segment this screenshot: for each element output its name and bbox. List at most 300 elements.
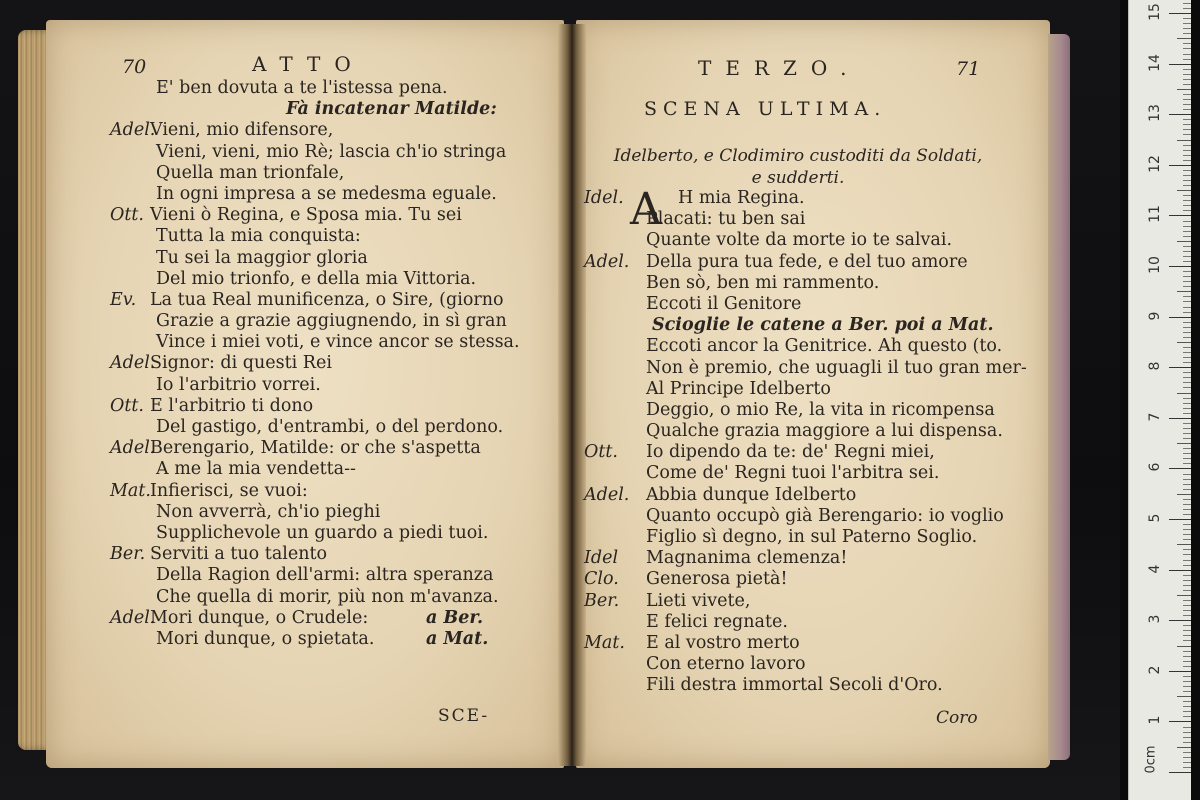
text-line: [584, 569, 1024, 590]
book-gutter: [558, 24, 586, 766]
ruler-tick: [1183, 433, 1191, 434]
ruler-tick: [1169, 317, 1191, 318]
verse-text: Qualche grazia maggiore a lui dispensa.: [646, 421, 1003, 442]
ruler-tick: [1183, 134, 1191, 135]
ruler-tick: [1177, 140, 1191, 141]
text-line: [584, 463, 1024, 484]
right-folio: 71: [956, 58, 981, 80]
text-line: [584, 294, 1024, 315]
verse-text: Della Ragion dell'armi: altra speranza: [156, 565, 494, 586]
text-line: [584, 485, 1024, 506]
ruler-tick: [1177, 696, 1191, 697]
verse-text: Ben sò, ben mi rammento.: [646, 272, 880, 293]
ruler-tick: [1183, 524, 1191, 525]
text-line: [110, 438, 550, 459]
text-line: [584, 654, 1024, 675]
ruler-tick: [1183, 489, 1191, 490]
ruler-tick: [1183, 226, 1191, 227]
speaker-label: Ott.: [110, 395, 144, 416]
verse-text: Io l'arbitrio vorrei.: [156, 374, 321, 395]
ruler-tick: [1183, 691, 1191, 692]
ruler-tick: [1183, 3, 1191, 4]
text-line: [584, 400, 1024, 421]
ruler-tick: [1177, 89, 1191, 90]
ruler-tick: [1183, 124, 1191, 125]
verse-text: E l'arbitrio ti dono: [150, 395, 314, 416]
text-line: [584, 612, 1024, 633]
ruler-tick: [1183, 175, 1191, 176]
verse-text: Vince i miei voti, e vince ancor se stessa.: [156, 332, 520, 353]
ruler-number: 9: [1147, 311, 1163, 321]
ruler-tick: [1183, 681, 1191, 682]
ruler-tick: [1183, 560, 1191, 561]
ruler-tick: [1183, 565, 1191, 566]
ruler-tick: [1183, 666, 1191, 667]
ruler-tick: [1183, 94, 1191, 95]
ruler-tick: [1183, 23, 1191, 24]
ruler-tick: [1183, 463, 1191, 464]
verse-text: In ogni impresa a se medesma eguale.: [156, 183, 497, 204]
ruler-tick: [1183, 231, 1191, 232]
text-line: [110, 184, 550, 205]
ruler-tick: [1183, 605, 1191, 606]
ruler-tick: [1183, 160, 1191, 161]
ruler-tick: [1169, 266, 1191, 267]
ruler-number: 10: [1147, 256, 1163, 274]
text-line: [110, 248, 550, 269]
ruler-tick: [1177, 595, 1191, 596]
ruler-tick: [1169, 721, 1191, 722]
ruler-tick: [1169, 418, 1191, 419]
text-line: [110, 142, 550, 163]
ruler-tick: [1183, 180, 1191, 181]
verse-text: Abbia dunque Idelberto: [646, 484, 857, 505]
speaker-label: Adel.: [110, 353, 156, 374]
ruler-tick: [1183, 104, 1191, 105]
verse-text: E al vostro merto: [646, 632, 800, 653]
ruler-tick: [1183, 382, 1191, 383]
left-text-block: [110, 78, 550, 650]
text-line: [110, 375, 550, 396]
ruler-tick: [1183, 590, 1191, 591]
ruler-tick: [1183, 554, 1191, 555]
ruler-tick: [1183, 18, 1191, 19]
ruler-tick: [1183, 438, 1191, 439]
left-running-head: ATTO: [252, 52, 365, 76]
speaker-label: Ott.: [110, 205, 144, 226]
speaker-label: Ev.: [110, 289, 137, 310]
ruler-tick: [1183, 732, 1191, 733]
text-line: [110, 332, 550, 353]
ruler-tick: [1183, 448, 1191, 449]
speaker-label: Clo.: [584, 569, 619, 590]
ruler-tick: [1183, 534, 1191, 535]
verse-text: Eccoti ancor la Genitrice. Ah questo (to.: [646, 336, 1003, 357]
ruler-tick: [1183, 322, 1191, 323]
ruler-tick: [1177, 241, 1191, 242]
text-line: [584, 315, 1024, 336]
scene-cast-line-2: e sudderti.: [751, 168, 845, 188]
ruler-tick: [1183, 752, 1191, 753]
ruler-tick: [1183, 727, 1191, 728]
ruler-unit-label: 0cm: [1143, 745, 1159, 774]
scene-title: SCENA ULTIMA.: [644, 98, 887, 120]
ruler-tick: [1183, 33, 1191, 34]
ruler-tick: [1183, 74, 1191, 75]
text-line: [110, 269, 550, 290]
ruler-tick: [1183, 109, 1191, 110]
ruler-tick: [1183, 737, 1191, 738]
verse-text: Generosa pietà!: [646, 569, 788, 590]
ruler-tick: [1183, 210, 1191, 211]
ruler-tick: [1177, 494, 1191, 495]
verse-text: Signor: di questi Rei: [150, 353, 332, 374]
text-line: [110, 99, 550, 120]
left-catchword: SCE-: [438, 706, 490, 726]
verse-text: Tutta la mia conquista:: [156, 226, 361, 247]
verse-text: Io dipendo da te: de' Regni miei,: [646, 442, 935, 463]
ruler-tick: [1177, 443, 1191, 444]
stage-direction: Fà incatenar Matilde:: [286, 99, 497, 120]
ruler-tick: [1169, 114, 1191, 115]
ruler-tick: [1169, 468, 1191, 469]
speaker-label: Ott.: [584, 442, 618, 463]
ruler-tick: [1183, 640, 1191, 641]
verse-text: Mori dunque, o Crudele:: [150, 607, 369, 628]
ruler-tick: [1183, 514, 1191, 515]
ruler-number: 3: [1147, 614, 1163, 624]
ruler-tick: [1169, 13, 1191, 14]
ruler-tick: [1177, 544, 1191, 545]
speaker-label: Mat.: [110, 480, 151, 501]
ruler-tick: [1183, 256, 1191, 257]
verse-text: Fili destra immortal Secoli d'Oro.: [646, 675, 943, 696]
speaker-label: Adel.: [110, 607, 156, 628]
ruler-tick: [1183, 150, 1191, 151]
ruler-tick: [1183, 600, 1191, 601]
ruler-tick: [1183, 251, 1191, 252]
ruler-tick: [1183, 423, 1191, 424]
ruler-tick: [1183, 301, 1191, 302]
text-line: [584, 421, 1024, 442]
ruler-number: 5: [1147, 513, 1163, 523]
ruler-tick: [1183, 312, 1191, 313]
drop-cap: A: [630, 184, 662, 235]
text-line: [584, 379, 1024, 400]
ruler-tick: [1183, 529, 1191, 530]
ruler-tick: [1183, 362, 1191, 363]
ruler-tick: [1183, 504, 1191, 505]
ruler-tick: [1183, 69, 1191, 70]
ruler-tick: [1183, 585, 1191, 586]
text-line: [110, 502, 550, 523]
text-line: [110, 565, 550, 586]
right-running-head: TERZO.: [698, 56, 861, 80]
verse-text: Al Principe Idelberto: [646, 378, 831, 399]
speaker-label: Adel.: [584, 484, 630, 505]
ruler-number: 14: [1147, 53, 1163, 72]
text-line: [584, 336, 1024, 357]
verse-text: Deggio, o mio Re, la vita in ricompensa: [646, 399, 995, 420]
verse-text: Eccoti il Genitore: [646, 293, 802, 314]
text-line: [584, 548, 1024, 569]
ruler-tick: [1177, 38, 1191, 39]
speaker-label: Ber.: [110, 544, 146, 565]
text-line: [584, 252, 1024, 273]
ruler-tick: [1183, 580, 1191, 581]
speaker-label: Adel.: [110, 438, 156, 459]
text-line: [584, 357, 1027, 379]
ruler-tick: [1183, 377, 1191, 378]
ruler-tick: [1169, 620, 1191, 621]
ruler-tick: [1183, 261, 1191, 262]
text-line: [110, 290, 550, 311]
verse-text: Figlio sì degno, in sul Paterno Soglio.: [646, 527, 978, 547]
ruler-tick: [1183, 246, 1191, 247]
text-line: [584, 188, 1024, 209]
ruler-tick: [1169, 772, 1191, 773]
ruler-number: 11: [1147, 205, 1163, 224]
stage-direction: Scioglie le catene a Ber. poi a Mat.: [652, 315, 994, 336]
verse-text: Berengario, Matilde: or che s'aspetta: [150, 438, 481, 459]
ruler-tick: [1169, 671, 1191, 672]
text-line: [584, 273, 1024, 294]
verse-text: Vieni, mio difensore,: [150, 120, 334, 141]
ruler-tick: [1169, 165, 1191, 166]
speaker-label: Ber.: [584, 590, 620, 611]
verse-text: Magnanima clemenza!: [646, 548, 848, 569]
verse-text: La tua Real munificenza, o Sire, (giorno: [150, 289, 504, 310]
ruler-tick: [1183, 453, 1191, 454]
verse-text: Placati: tu ben sai: [646, 209, 806, 230]
ruler-tick: [1177, 190, 1191, 191]
ruler-tick: [1183, 43, 1191, 44]
ruler-tick: [1183, 347, 1191, 348]
verse-text: Supplichevole un guardo a piedi tuoi.: [156, 522, 489, 543]
ruler-tick: [1183, 205, 1191, 206]
right-page-edge: [1048, 34, 1070, 760]
ruler-tick: [1183, 8, 1191, 9]
verse-text: Vieni, vieni, mio Rè; lascia ch'io stringa: [156, 141, 507, 162]
text-line: [110, 587, 550, 608]
speaker-label: Idel: [584, 548, 619, 569]
text-line: [110, 523, 550, 544]
ruler-tick: [1183, 656, 1191, 657]
verse-text: Infierisci, se vuoi:: [150, 480, 308, 501]
verse-text: Quante volte da morte io te salvai.: [646, 230, 953, 251]
ruler-tick: [1183, 372, 1191, 373]
text-line: [110, 311, 550, 332]
verse-text: Lieti vivete,: [646, 590, 751, 611]
left-folio: 70: [122, 56, 147, 78]
ruler-tick: [1183, 200, 1191, 201]
ruler-tick: [1169, 215, 1191, 216]
ruler-number: 15: [1147, 3, 1163, 21]
verse-text: Del gastigo, d'entrambi, o del perdono.: [156, 417, 504, 437]
ruler-tick: [1183, 84, 1191, 85]
text-line: [110, 608, 550, 629]
text-line: [110, 417, 550, 438]
ruler-tick: [1183, 236, 1191, 237]
right-catchword: Coro: [936, 708, 978, 728]
ruler-tick: [1183, 757, 1191, 758]
ruler-tick: [1183, 119, 1191, 120]
aside-direction: a Ber.: [426, 607, 484, 628]
ruler-tick: [1183, 539, 1191, 540]
text-line: [584, 442, 1024, 463]
ruler-tick: [1183, 59, 1191, 60]
text-line: [110, 226, 550, 247]
ruler-tick: [1177, 646, 1191, 647]
ruler-tick: [1183, 742, 1191, 743]
ruler-tick: [1183, 403, 1191, 404]
ruler-tick: [1183, 357, 1191, 358]
ruler-tick: [1183, 635, 1191, 636]
ruler-tick: [1183, 296, 1191, 297]
verse-text: Non è premio, che uguagli il tuo gran mer-: [646, 357, 1027, 378]
text-line: [110, 120, 550, 141]
ruler-tick: [1183, 170, 1191, 171]
ruler-number: 8: [1147, 361, 1163, 371]
aside-direction: a Mat.: [426, 628, 489, 649]
ruler-tick: [1183, 408, 1191, 409]
ruler-tick: [1183, 676, 1191, 677]
ruler-tick: [1183, 458, 1191, 459]
verse-text: Con eterno lavoro: [646, 654, 806, 675]
ruler-tick: [1183, 155, 1191, 156]
ruler-tick: [1183, 332, 1191, 333]
text-line: [110, 481, 550, 502]
text-line: [584, 230, 1024, 251]
verse-text: H mia Regina.: [678, 188, 805, 208]
ruler-tick: [1183, 271, 1191, 272]
ruler-tick: [1183, 28, 1191, 29]
ruler-tick: [1183, 706, 1191, 707]
ruler-tick: [1169, 570, 1191, 571]
ruler-number: 12: [1147, 154, 1163, 173]
text-line: [110, 629, 550, 650]
verse-text: Non avverrà, ch'io pieghi: [156, 501, 381, 522]
ruler-tick: [1183, 625, 1191, 626]
verse-text: Serviti a tuo talento: [150, 544, 328, 565]
speaker-label: Idel.: [584, 188, 624, 208]
speaker-label: Adel.: [584, 251, 630, 272]
ruler-tick: [1183, 387, 1191, 388]
ruler-tick: [1169, 367, 1191, 368]
ruler-tick: [1169, 519, 1191, 520]
speaker-label: Mat.: [584, 632, 625, 653]
text-line: [584, 675, 1024, 696]
ruler-tick: [1183, 337, 1191, 338]
ruler-tick: [1183, 499, 1191, 500]
ruler-tick: [1183, 352, 1191, 353]
ruler-tick: [1183, 474, 1191, 475]
verse-text: Tu sei la maggior gloria: [156, 247, 368, 268]
ruler-tick: [1183, 630, 1191, 631]
ruler-number: 2: [1147, 665, 1163, 675]
scene-cast-line-1: Idelberto, e Clodimiro custoditi da Soldati,: [613, 146, 983, 166]
ruler-tick: [1183, 651, 1191, 652]
ruler-tick: [1169, 64, 1191, 65]
text-line: [584, 527, 1024, 548]
ruler-tick: [1183, 509, 1191, 510]
text-line: [584, 591, 1024, 612]
verse-text: Vieni ò Regina, e Sposa mia. Tu sei: [150, 205, 462, 226]
ruler-tick: [1183, 145, 1191, 146]
ruler-number: 6: [1147, 462, 1163, 472]
ruler-tick: [1183, 661, 1191, 662]
verse-text: Mori dunque, o spietata.: [156, 628, 375, 649]
right-text-block: [584, 184, 1027, 697]
ruler-tick: [1183, 711, 1191, 712]
verse-text: E' ben dovuta a te l'istessa pena.: [156, 78, 448, 98]
text-line: [110, 459, 550, 480]
ruler-tick: [1183, 484, 1191, 485]
ruler-tick: [1183, 716, 1191, 717]
ruler-tick: [1183, 549, 1191, 550]
ruler-tick: [1183, 686, 1191, 687]
ruler-tick: [1183, 327, 1191, 328]
verse-text: Del mio trionfo, e della mia Vittoria.: [156, 268, 477, 289]
ruler-tick: [1183, 48, 1191, 49]
ruler-tick: [1183, 276, 1191, 277]
verse-text: Della pura tua fede, e del tuo amore: [646, 251, 968, 272]
text-line: [110, 78, 550, 99]
ruler-tick: [1177, 393, 1191, 394]
ruler-tick: [1183, 286, 1191, 287]
ruler-tick: [1183, 398, 1191, 399]
text-line: [584, 209, 1024, 230]
text-line: [110, 544, 550, 565]
text-line: [110, 163, 550, 184]
ruler-number: 4: [1147, 564, 1163, 574]
measurement-ruler: [1128, 0, 1191, 800]
ruler-number: 7: [1147, 412, 1163, 422]
ruler-tick: [1183, 701, 1191, 702]
text-line: [584, 633, 1024, 654]
ruler-tick: [1183, 54, 1191, 55]
ruler-tick: [1183, 615, 1191, 616]
verse-text: Che quella di morir, più non m'avanza.: [156, 586, 499, 607]
ruler-number: 13: [1147, 104, 1163, 123]
text-line: [110, 205, 550, 226]
ruler-tick: [1177, 342, 1191, 343]
ruler-tick: [1183, 575, 1191, 576]
ruler-tick: [1183, 281, 1191, 282]
ruler-tick: [1177, 291, 1191, 292]
ruler-tick: [1183, 762, 1191, 763]
speaker-label: Adel.: [110, 120, 156, 141]
ruler-tick: [1183, 79, 1191, 80]
ruler-tick: [1183, 185, 1191, 186]
ruler-tick: [1183, 413, 1191, 414]
text-line: [584, 506, 1024, 527]
ruler-tick: [1183, 129, 1191, 130]
ruler-number: 1: [1147, 715, 1163, 725]
verse-text: Grazie a grazie aggiugnendo, in sì gran: [156, 311, 507, 332]
verse-text: E felici regnate.: [646, 611, 788, 632]
text-line: [110, 353, 550, 374]
verse-text: A me la mia vendetta--: [156, 459, 356, 480]
ruler-tick: [1183, 610, 1191, 611]
ruler-tick: [1183, 307, 1191, 308]
ruler-tick: [1183, 221, 1191, 222]
verse-text: Quella man trionfale,: [156, 162, 345, 183]
verse-text: Come de' Regni tuoi l'arbitra sei.: [646, 463, 940, 484]
ruler-tick: [1177, 747, 1191, 748]
ruler-tick: [1183, 99, 1191, 100]
ruler-tick: [1183, 767, 1191, 768]
